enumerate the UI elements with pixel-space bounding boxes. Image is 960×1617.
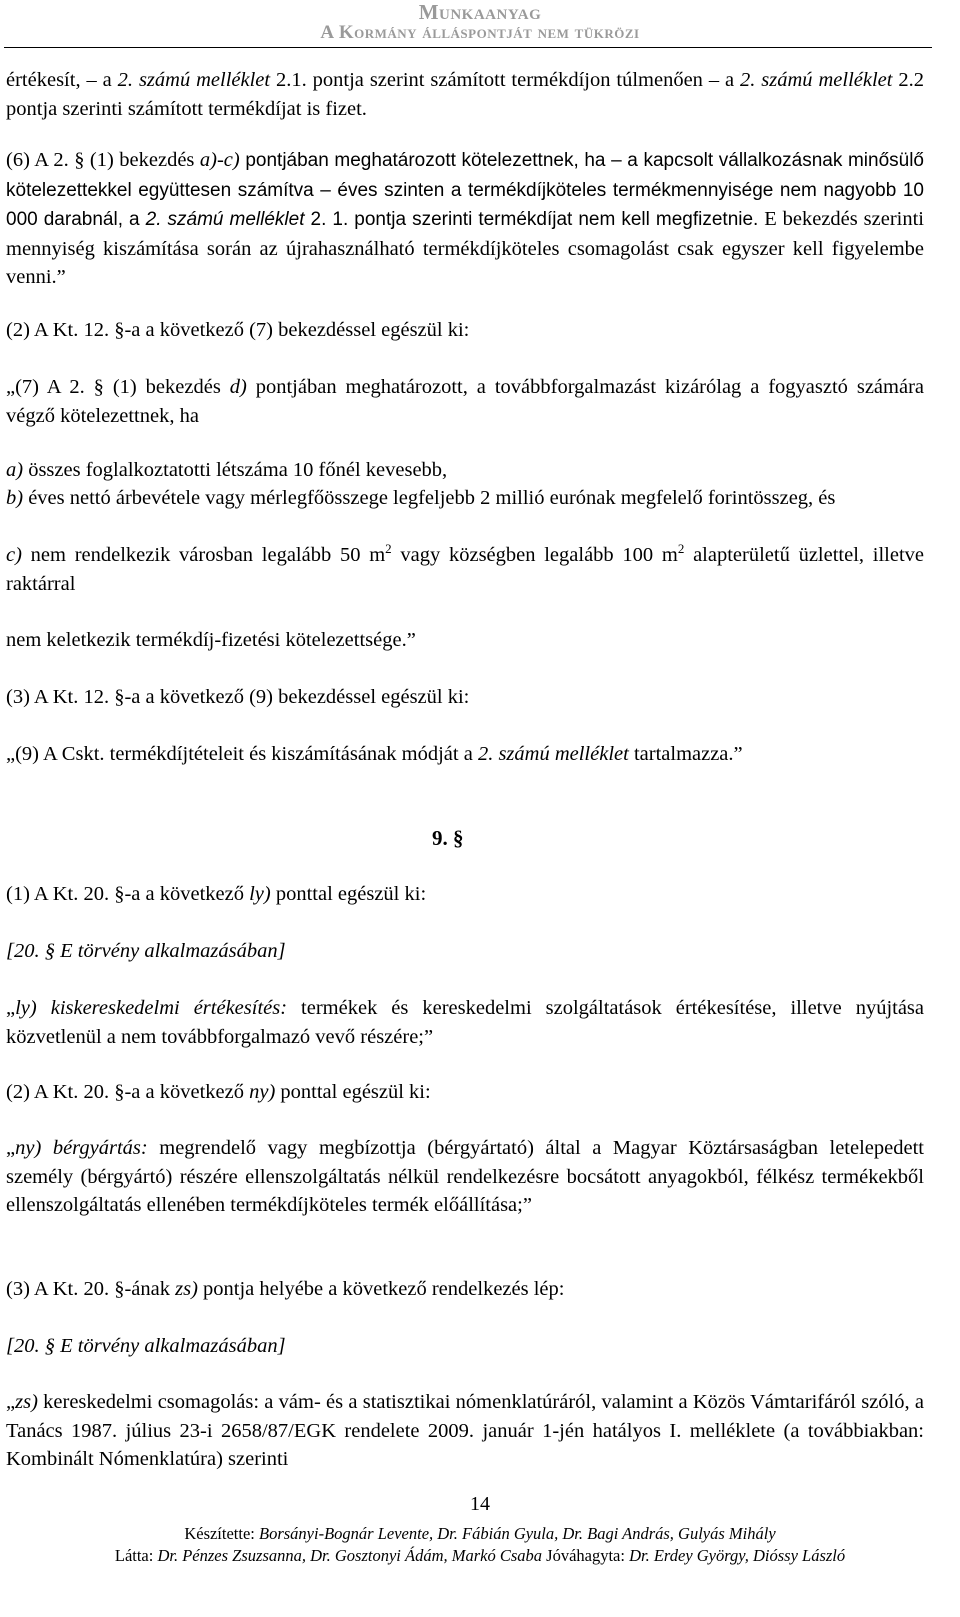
context-bracket-1: [20. § E törvény alkalmazásában] (6, 940, 286, 962)
list-item-b: b) éves nettó árbevétele vagy mérlegfőösszege legfeljebb 2 millió eurónak megfelelő forintösszeg, és (6, 487, 836, 509)
definition-ny: „ny) bérgyártás: megrendelő vagy megbízottja (bérgyártató) által a Magyar Köztársaságban letelepedett személy (bérgyártó) részére ellenszolgáltatás nélkül rendelkezésre bocsátott anyagokból, félkész termékekből ellenszolgáltatás ellenében termékdíjköteles termék előállítása;” (6, 1137, 924, 1216)
footer-authors: Készítette: Borsányi-Bognár Levente, Dr. Fábián Gyula, Dr. Bagi András, Gulyás Mihály (184, 1524, 776, 1543)
paragraph-6: (6) A 2. § (1) bekezdés a)-c) pontjában meghatározott kötelezettnek, ha – a kapcsolt vállalkozásnak minősülő kötelezettekkel együttesen számítva – éves szinten a termékdíjköteles termékmennyisége nem nagyobb 10 000 darabnál, a 2. számú melléklet 2. 1. pontja szerinti termékdíjat nem kell megfizetnie. E bekezdés szerinti mennyiség kiszámítása során az újrahasználható termékdíjköteles csomagolást csak egyszer kell figyelembe venni.” (6, 149, 924, 288)
amendment-intro-zs: (3) A Kt. 20. §-ának zs) pontja helyébe a következő rendelkezés lép: (6, 1278, 565, 1300)
paragraph-continuation: értékesít, – a 2. számú melléklet 2.1. pontja szerint számított termékdíjon túlmenően – a 2. számú melléklet 2.2 pontja szerinti számított termékdíjat is fizet. (6, 69, 924, 120)
amendment-intro-ly: (1) A Kt. 20. §-a a következő ly) ponttal egészül ki: (6, 883, 427, 905)
amendment-intro-3: (3) A Kt. 12. §-a a következő (9) bekezdéssel egészül ki: (6, 686, 470, 708)
list-item-c: c) nem rendelkezik városban legalább 50 $m^2$ vagy községben legalább 100 $m^2$ alapterületű üzlettel, illetve raktárral (6, 541, 924, 595)
header-draft-label: Munkaanyag (418, 0, 542, 24)
context-bracket-2: [20. § E törvény alkalmazásában] (6, 1335, 286, 1357)
paragraph-7-closing: nem keletkezik termékdíj-fizetési kötelezettsége.” (6, 629, 416, 651)
header-disclaimer: A Kormány álláspontját nem tükrözi (320, 22, 640, 43)
header-rule (4, 47, 932, 48)
amendment-intro-ny: (2) A Kt. 20. §-a a következő ny) ponttal egészül ki: (6, 1081, 431, 1103)
definition-zs: „zs) kereskedelmi csomagolás: a vám- és a statisztikai nómenklatúráról, valamint a Közös Vámtarifáról szóló, a Tanács 1987. július 23-i 2658/87/EGK rendelete 2009. január 1-jén hatályos I. melléklete (a továbbiakban: Kombinált Nómenklatúra) szerinti (6, 1391, 924, 1470)
section-heading: 9. § (432, 826, 464, 850)
page-number: 14 (470, 1493, 490, 1515)
footer-reviewers: Látta: Dr. Pénzes Zsuzsanna, Dr. Gosztonyi Ádám, Markó Csaba Jóváhagyta: Dr. Erdey György, Dióssy László (114, 1546, 846, 1565)
paragraph-7: „(7) A 2. § (1) bekezdés d) pontjában meghatározott, a továbbforgalmazást kizárólag a fogyasztó számára végző kötelezettnek, ha (6, 376, 924, 427)
paragraph-9: „(9) A Cskt. termékdíjtételeit és kiszámításának módját a 2. számú melléklet tartalmazza.” (6, 743, 743, 765)
list-item-a: a) összes foglalkoztatotti létszáma 10 főnél kevesebb, (6, 459, 448, 481)
amendment-intro-2: (2) A Kt. 12. §-a a következő (7) bekezdéssel egészül ki: (6, 319, 470, 341)
definition-ly: „ly) kiskereskedelmi értékesítés: termékek és kereskedelmi szolgáltatások értékesítése, illetve nyújtása közvetlenül a nem továbbforgalmazó vevő részére;” (6, 997, 925, 1048)
